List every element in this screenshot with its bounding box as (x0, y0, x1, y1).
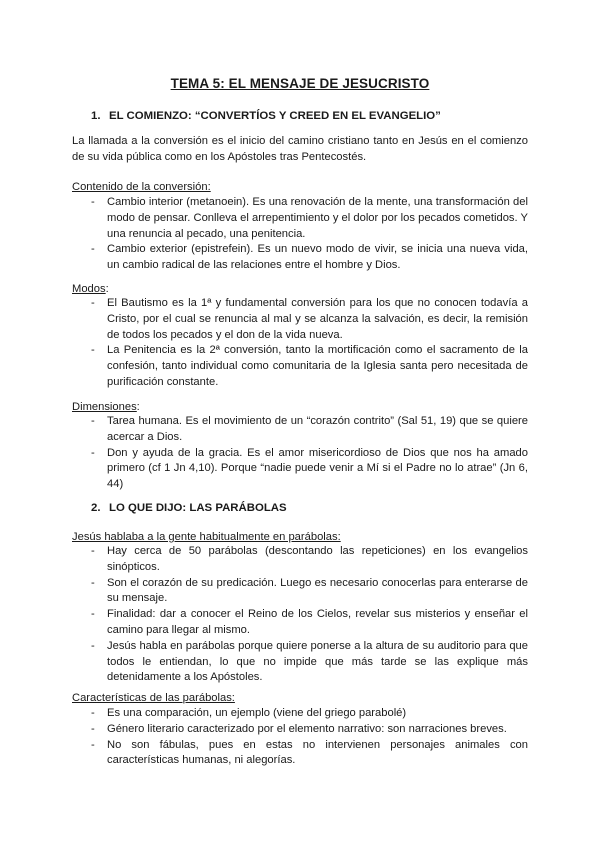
list-item: - Cambio interior (metanoein). Es una renovación de la mente, una transformación del modo de pensar. Conlleva el arrepentimiento y el dolor por los pecados cometidos. Y una renuncia al pecado, una penitencia. (72, 195, 528, 242)
list-item: - Jesús habla en parábolas porque quiere ponerse a la altura de su auditorio para que todos le entiendan, lo que no impide que más tarde se las explique más detenidamente a los Apóstoles. (72, 639, 528, 686)
list-caracteristicas (72, 706, 528, 769)
section-number: 1. (91, 110, 101, 122)
section-heading-text: LO QUE DIJO: LAS PARÁBOLAS (109, 502, 287, 514)
subsection-title-suffix: : (136, 401, 140, 413)
section-heading-text: EL COMIENZO: “CONVERTÍOS Y CREED EN EL EVANGELIO” (109, 110, 441, 122)
section-heading-1 (91, 110, 441, 122)
list-item: - Cambio exterior (epistrefein). Es un nuevo modo de vivir, se inicia una nueva vida, un cambio radical de las relaciones entre el hombre y Dios. (72, 242, 528, 274)
section-number: 2. (91, 502, 101, 514)
subsection-title-modos (72, 282, 109, 296)
subsection-title-suffix: : (105, 283, 109, 295)
list-item: - Finalidad: dar a conocer el Reino de los Cielos, revelar sus misterios y enseñar el camino para llegar al mismo. (72, 607, 528, 639)
subsection-title-text: Modos (72, 283, 106, 295)
list-dimensiones (72, 414, 528, 493)
list-item: - Tarea humana. Es el movimiento de un “corazón contrito” (Sal 51, 19) que se quiere acercar a Dios. (72, 414, 528, 446)
section-intro-paragraph: La llamada a la conversión es el inicio del camino cristiano tanto en Jesús en el comienzo de su vida pública como en los Apóstoles tras Pentecostés. (72, 135, 528, 164)
subsection-title-dimensiones (72, 400, 140, 414)
list-item: - El Bautismo es la 1ª y fundamental conversión para los que no conocen todavía a Cristo, por el cual se renuncia al mal y se alcanza la salvación, es decir, la remisión de todos los pecados y el don de la vida nueva. (72, 296, 528, 343)
list-parabolas (72, 544, 528, 686)
subsection-title-contenido: Contenido de la conversión: (72, 181, 211, 193)
section-heading-2 (91, 502, 287, 514)
list-item: - La Penitencia es la 2ª conversión, tanto la mortificación como el sacramento de la confesión, tanto individual como comunitaria de la Iglesia santa pero necesitada de purificación constante. (72, 343, 528, 390)
list-modos (72, 296, 528, 391)
list-item: - No son fábulas, pues en estas no intervienen personajes animales con características humanas, ni alegorías. (72, 738, 528, 770)
list-item: - Hay cerca de 50 parábolas (descontando las repeticiones) en los evangelios sinópticos. (72, 544, 528, 576)
list-item: - Es una comparación, un ejemplo (viene del griego parabolé) (72, 706, 528, 722)
subsection-title-text: Dimensiones (72, 401, 137, 413)
subsection-title-caracteristicas: Características de las parábolas: (72, 692, 235, 704)
list-item: - Género literario caracterizado por el elemento narrativo: son narraciones breves. (72, 722, 528, 738)
document-title: TEMA 5: EL MENSAJE DE JESUCRISTO (170, 76, 430, 91)
list-item: - Don y ayuda de la gracia. Es el amor misericordioso de Dios que nos ha amado primero (cf 1 Jn 4,10). Porque “nadie puede venir a Mí si el Padre no lo atrae” (Jn 6, 44) (72, 446, 528, 493)
list-item: - Son el corazón de su predicación. Luego es necesario conocerlas para enterarse de su mensaje. (72, 576, 528, 608)
subsection-title-jesus-hablaba: Jesús hablaba a la gente habitualmente en parábolas: (72, 531, 341, 543)
list-contenido (72, 195, 528, 274)
